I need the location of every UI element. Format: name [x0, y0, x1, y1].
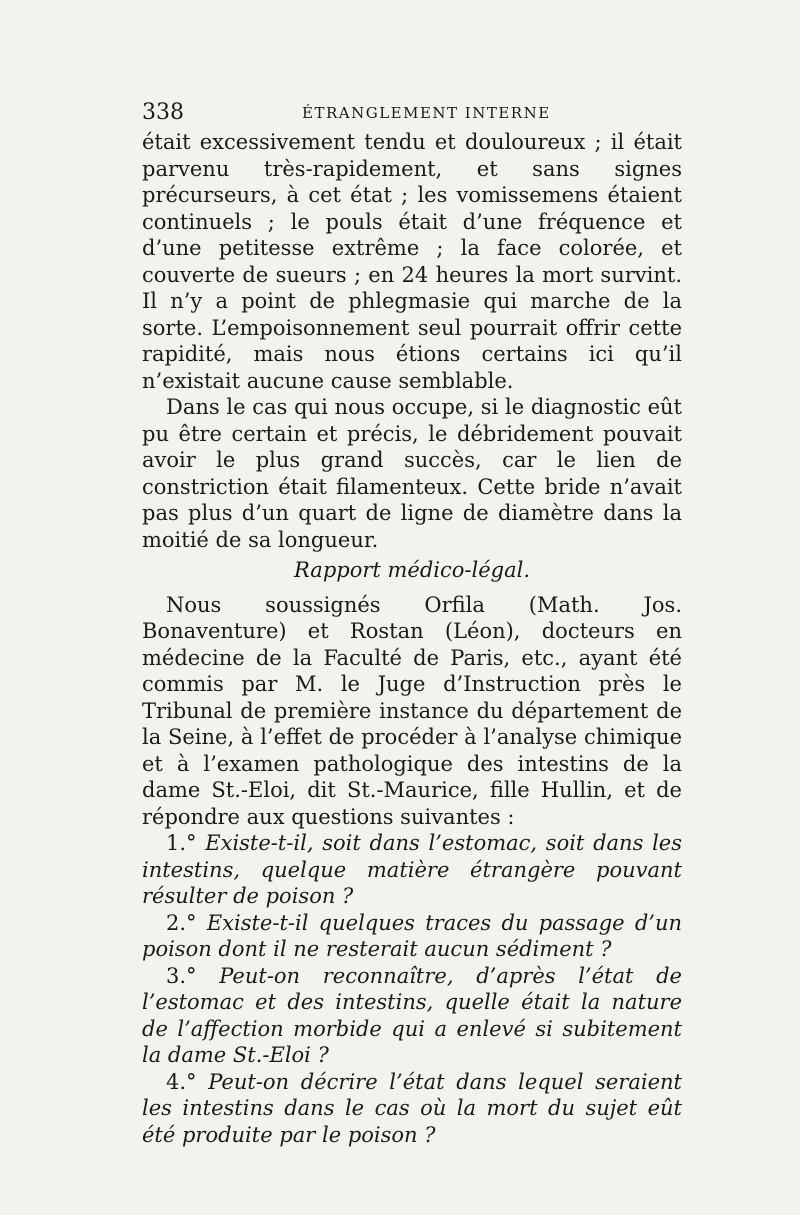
- page-body: [142, 129, 682, 1148]
- question-item: [142, 963, 682, 1069]
- question-number: 1.°: [166, 831, 206, 855]
- page-number: 338: [142, 100, 184, 125]
- section-title: Rapport médico-légal.: [294, 558, 530, 582]
- question-item: [142, 830, 682, 910]
- running-head: ÉTRANGLEMENT INTERNE: [302, 104, 551, 122]
- question-item: [142, 910, 682, 963]
- question-text: Peut-on décrire l’état dans lequel seraient les intestins dans le cas où la mort du sujet eût été produite par le poison ?: [142, 1069, 682, 1147]
- page-header: [142, 100, 682, 130]
- report-paragraph: Nous soussignés Orfila (Math. Jos. Bonaventure) et Rostan (Léon), docteurs en médecine de la Faculté de Paris, etc., ayant été commis par M. le Juge d’Instruction près le Tribunal de première instance du département de la Seine, à l’effet de procéder à l’analyse chimique et à l’examen pathologique des intestins de la dame St.-Eloi, dit St.-Maurice, fille Hullin, et de répondre aux questions suivantes :: [142, 592, 682, 829]
- question-number: 3.°: [166, 963, 220, 988]
- question-text: Peut-on reconnaître, d’après l’état de l’estomac et des intestins, quelle était la nature de l’affection morbide qui a enlevé si subitement la dame St.-Eloi ?: [142, 963, 682, 1067]
- question-text: Existe-t-il quelques traces du passage d’un poison dont il ne resterait aucun sédiment ?: [142, 910, 683, 961]
- question-number: 2.°: [166, 910, 207, 935]
- paragraph: était excessivement tendu et douloureux ; il était parvenu très-rapidement, et sans signes précurseurs, à cet état ; les vomissemens étaient continuels ; le pouls était d’une fréquence et d’une petitesse extrême ; la face colorée, et couverte de sueurs ; en 24 heures la mort survint. Il n’y a point de phlegmasie qui marche de la sorte. L’empoisonnement seul pourrait offrir cette rapidité, mais nous étions certains ici qu’il n’existait aucune cause semblable.: [142, 130, 682, 393]
- question-item: [142, 1069, 682, 1149]
- question-number: 4.°: [166, 1069, 209, 1094]
- question-text: Existe-t-il, soit dans l’estomac, soit dans les intestins, quelque matière étrangère pouvant résulter de poison ?: [142, 831, 682, 908]
- paragraph: Dans le cas qui nous occupe, si le diagnostic eût pu être certain et précis, le débridement pouvait avoir le plus grand succès, car le lien de constriction était filamenteux. Cette bride n’avait pas plus d’un quart de ligne de diamètre dans la moitié de sa longueur.: [142, 395, 682, 552]
